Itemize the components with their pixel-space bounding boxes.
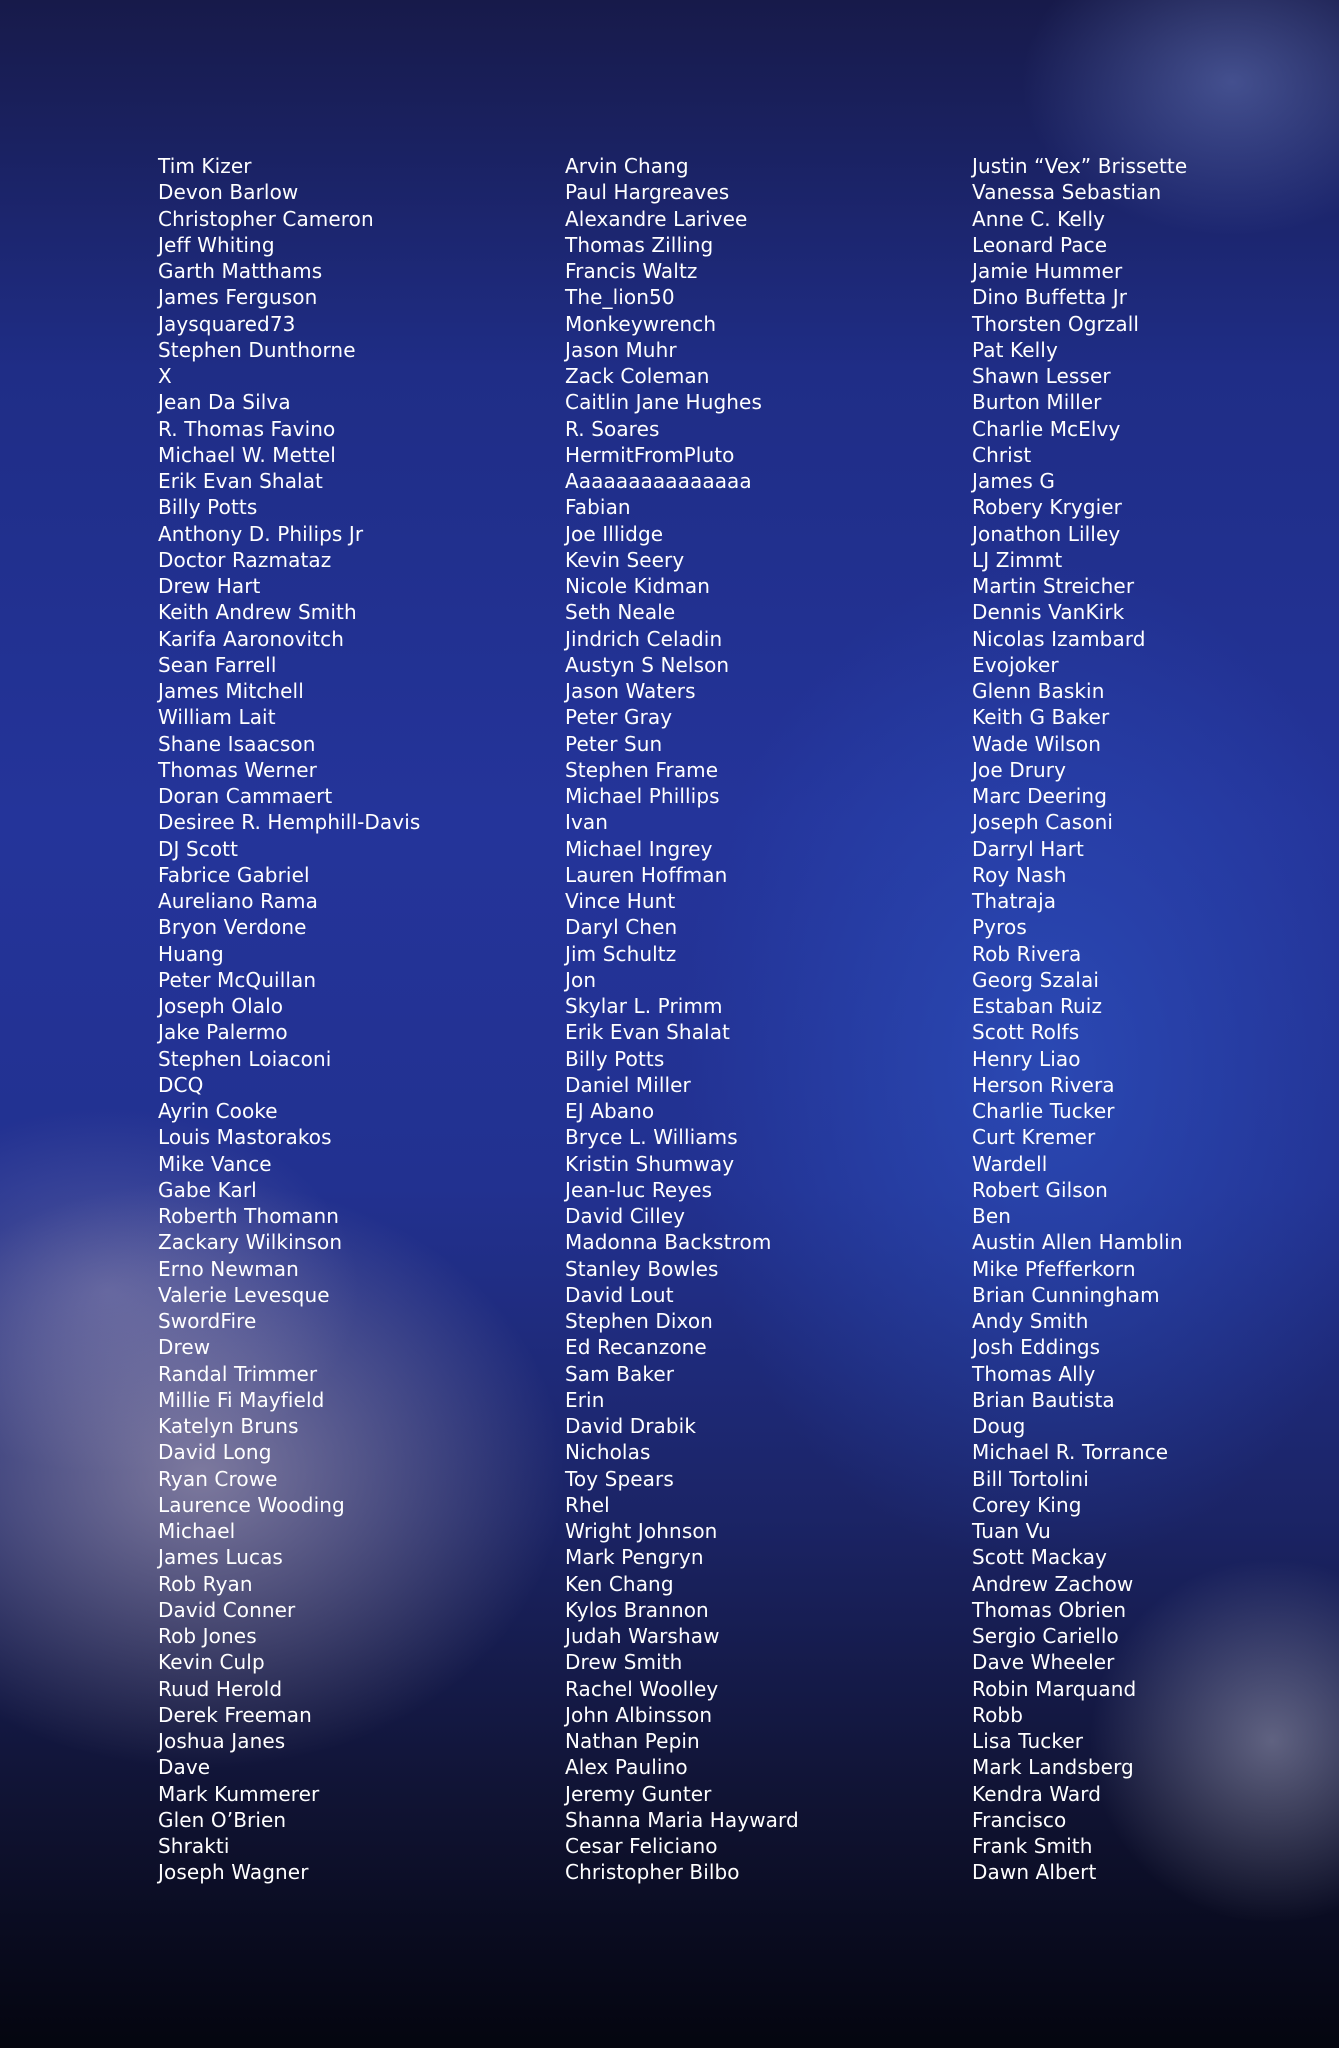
credit-name: Estaban Ruiz bbox=[972, 994, 1103, 1018]
credit-name: Thomas Werner bbox=[158, 757, 317, 782]
credit-name: John Albinsson bbox=[565, 1702, 713, 1727]
credit-name: Kevin Seery bbox=[565, 547, 685, 572]
credit-name: Ed Recanzone bbox=[565, 1335, 707, 1360]
credit-name: Derek Freeman bbox=[158, 1702, 312, 1727]
credit-name: Ayrin Cooke bbox=[158, 1099, 278, 1123]
credit-name: Doctor Razmataz bbox=[158, 547, 332, 572]
credit-name: Madonna Backstrom bbox=[565, 1230, 772, 1255]
credit-name: Aaaaaaaaaaaaaaa bbox=[565, 469, 752, 493]
credit-name: Joseph Wagner bbox=[158, 1860, 309, 1885]
credit-name: Peter McQuillan bbox=[158, 967, 317, 992]
credit-name: Wardell bbox=[972, 1151, 1048, 1176]
credit-name: Monkeywrench bbox=[565, 311, 717, 336]
credit-name: Skylar L. Primm bbox=[565, 994, 723, 1018]
credit-name: Alex Paulino bbox=[565, 1755, 688, 1780]
credit-name: Josh Eddings bbox=[972, 1335, 1101, 1360]
credit-name: LJ Zimmt bbox=[972, 547, 1063, 572]
credit-name: Christ bbox=[972, 442, 1032, 467]
credit-name: Fabrice Gabriel bbox=[158, 862, 310, 887]
credits-column-2 bbox=[565, 153, 799, 1886]
credit-name: Mark Pengryn bbox=[565, 1545, 704, 1570]
credit-name: Roberth Thomann bbox=[158, 1204, 340, 1228]
credit-name: Huang bbox=[158, 941, 224, 966]
credit-name: Toy Spears bbox=[565, 1466, 674, 1491]
credit-name: Zackary Wilkinson bbox=[158, 1230, 343, 1255]
credit-name: HermitFromPluto bbox=[565, 442, 735, 467]
credit-name: Erno Newman bbox=[158, 1256, 299, 1281]
credit-name: Wright Johnson bbox=[565, 1519, 718, 1543]
credit-name: Henry Liao bbox=[972, 1046, 1081, 1071]
credit-name: Sergio Cariello bbox=[972, 1624, 1119, 1648]
credits-column-3 bbox=[972, 153, 1187, 1886]
credit-name: Caitlin Jane Hughes bbox=[565, 390, 762, 415]
credit-name: Mike Vance bbox=[158, 1151, 272, 1176]
credit-name: Lauren Hoffman bbox=[565, 862, 728, 887]
credit-name: Shawn Lesser bbox=[972, 364, 1111, 388]
credit-name: Michael W. Mettel bbox=[158, 442, 336, 467]
credit-name: Brian Cunningham bbox=[972, 1282, 1160, 1307]
credit-name: Thatraja bbox=[972, 889, 1057, 913]
credit-name: Billy Potts bbox=[565, 1046, 665, 1071]
credit-name: Martin Streicher bbox=[972, 574, 1135, 598]
credit-name: Stephen Loiaconi bbox=[158, 1046, 332, 1071]
credit-name: Erin bbox=[565, 1387, 605, 1412]
credit-name: Tuan Vu bbox=[972, 1519, 1051, 1543]
credit-name: Thomas Zilling bbox=[565, 232, 714, 257]
credit-name: Jindrich Celadin bbox=[565, 626, 723, 651]
credit-name: Desiree R. Hemphill-Davis bbox=[158, 810, 421, 835]
credit-name: Jason Muhr bbox=[565, 337, 677, 362]
credit-name: Wade Wilson bbox=[972, 731, 1101, 756]
credit-name: Drew Hart bbox=[158, 574, 261, 598]
credit-name: R. Soares bbox=[565, 416, 660, 441]
credit-name: Kristin Shumway bbox=[565, 1151, 735, 1176]
credit-name: Dino Buffetta Jr bbox=[972, 285, 1128, 310]
credit-name: Michael R. Torrance bbox=[972, 1440, 1169, 1465]
credit-name: James Lucas bbox=[158, 1545, 283, 1570]
credit-name: Herson Rivera bbox=[972, 1072, 1115, 1097]
credit-name: Jamie Hummer bbox=[972, 259, 1123, 283]
credit-name: Dennis VanKirk bbox=[972, 600, 1125, 625]
credit-name: Joe Drury bbox=[972, 757, 1067, 782]
credit-name: Burton Miller bbox=[972, 390, 1102, 415]
credit-name: James G bbox=[972, 469, 1055, 493]
credit-name: Alexandre Larivee bbox=[565, 206, 748, 231]
credit-name: Drew bbox=[158, 1335, 211, 1360]
credit-name: Michael Ingrey bbox=[565, 836, 713, 861]
credit-name: X bbox=[158, 364, 172, 388]
credit-name: Leonard Pace bbox=[972, 232, 1108, 257]
credit-name: Andy Smith bbox=[972, 1309, 1089, 1333]
credit-name: Christopher Cameron bbox=[158, 206, 374, 231]
credit-name: Valerie Levesque bbox=[158, 1282, 330, 1307]
credit-name: Doran Cammaert bbox=[158, 784, 333, 808]
credit-name: Ryan Crowe bbox=[158, 1466, 278, 1491]
credit-name: Kendra Ward bbox=[972, 1781, 1102, 1806]
credit-name: Seth Neale bbox=[565, 600, 676, 625]
credit-name: Nicolas Izambard bbox=[972, 626, 1146, 651]
credit-name: Anne C. Kelly bbox=[972, 206, 1106, 231]
credit-name: Aureliano Rama bbox=[158, 889, 318, 913]
credit-name: Robert Gilson bbox=[972, 1177, 1108, 1202]
credit-name: Lisa Tucker bbox=[972, 1729, 1084, 1753]
credit-name: Zack Coleman bbox=[565, 364, 710, 388]
credit-name: Curt Kremer bbox=[972, 1125, 1096, 1150]
credit-name: Brian Bautista bbox=[972, 1387, 1115, 1412]
credit-name: Judah Warshaw bbox=[565, 1624, 720, 1648]
credit-name: Garth Matthams bbox=[158, 259, 323, 283]
credit-name: Peter Gray bbox=[565, 705, 673, 730]
credit-name: Scott Mackay bbox=[972, 1545, 1107, 1570]
credit-name: The_lion50 bbox=[565, 285, 675, 310]
credit-name: Shanna Maria Hayward bbox=[565, 1807, 799, 1832]
credit-name: Stephen Dunthorne bbox=[158, 337, 356, 362]
credit-name: Francisco bbox=[972, 1807, 1067, 1832]
credit-name: Joseph Olalo bbox=[158, 994, 284, 1018]
credit-name: Thorsten Ogrzall bbox=[972, 311, 1140, 336]
credit-name: Charlie McElvy bbox=[972, 416, 1121, 441]
credit-name: Joseph Casoni bbox=[972, 810, 1113, 835]
credit-name: Nicholas bbox=[565, 1440, 651, 1465]
credit-name: Anthony D. Philips Jr bbox=[158, 521, 364, 546]
credit-name: Jim Schultz bbox=[565, 941, 677, 966]
credit-name: Daniel Miller bbox=[565, 1072, 691, 1097]
credit-name: Kevin Culp bbox=[158, 1650, 265, 1675]
credits-column-1 bbox=[158, 153, 420, 1886]
credit-name: Erik Evan Shalat bbox=[158, 469, 323, 493]
credit-name: Thomas Ally bbox=[972, 1361, 1096, 1386]
credit-name: Ken Chang bbox=[565, 1571, 674, 1596]
credit-name: Joe Illidge bbox=[565, 521, 664, 546]
credit-name: Keith Andrew Smith bbox=[158, 600, 357, 625]
credit-name: Millie Fi Mayfield bbox=[158, 1387, 325, 1412]
credit-name: Karifa Aaronovitch bbox=[158, 626, 345, 651]
credit-name: Scott Rolfs bbox=[972, 1020, 1080, 1045]
credit-name: Michael Phillips bbox=[565, 784, 720, 808]
credit-name: Joshua Janes bbox=[158, 1729, 286, 1753]
credit-name: Nathan Pepin bbox=[565, 1729, 700, 1753]
credit-name: Stanley Bowles bbox=[565, 1256, 719, 1281]
credit-name: Glen O’Brien bbox=[158, 1807, 287, 1832]
credit-name: Robb bbox=[972, 1702, 1024, 1727]
credit-name: Bill Tortolini bbox=[972, 1466, 1089, 1491]
credit-name: Rob Rivera bbox=[972, 941, 1082, 966]
credit-name: Cesar Feliciano bbox=[565, 1834, 718, 1858]
credit-name: Mark Landsberg bbox=[972, 1755, 1134, 1780]
credit-name: Jean Da Silva bbox=[158, 390, 291, 415]
credit-name: Jason Waters bbox=[565, 679, 696, 703]
credit-name: James Mitchell bbox=[158, 679, 304, 703]
credit-name: Keith G Baker bbox=[972, 705, 1110, 730]
credit-name: Jaysquared73 bbox=[158, 311, 296, 336]
credit-name: Sean Farrell bbox=[158, 652, 277, 677]
credit-name: Kylos Brannon bbox=[565, 1597, 709, 1622]
credit-name: Gabe Karl bbox=[158, 1177, 257, 1202]
credit-name: Darryl Hart bbox=[972, 836, 1084, 861]
credits-list bbox=[0, 153, 1339, 1893]
credit-name: Sam Baker bbox=[565, 1361, 675, 1386]
credit-name: Vanessa Sebastian bbox=[972, 180, 1162, 205]
credit-name: Mike Pfefferkorn bbox=[972, 1256, 1136, 1281]
credit-name: Pat Kelly bbox=[972, 337, 1058, 362]
credit-name: David Long bbox=[158, 1440, 272, 1465]
credit-name: Randal Trimmer bbox=[158, 1361, 318, 1386]
credit-name: Evojoker bbox=[972, 652, 1059, 677]
credit-name: Ivan bbox=[565, 810, 609, 835]
credit-name: Austyn S Nelson bbox=[565, 652, 730, 677]
credit-name: Arvin Chang bbox=[565, 154, 689, 178]
credit-name: Jonathon Lilley bbox=[972, 521, 1121, 546]
credit-name: Peter Sun bbox=[565, 731, 663, 756]
credit-name: Bryce L. Williams bbox=[565, 1125, 738, 1150]
credit-name: Shrakti bbox=[158, 1834, 230, 1858]
credit-name: Christopher Bilbo bbox=[565, 1860, 740, 1885]
credit-name: Ben bbox=[972, 1204, 1012, 1228]
credit-name: Rhel bbox=[565, 1492, 610, 1517]
credit-name: Tim Kizer bbox=[158, 154, 252, 178]
credit-name: Jon bbox=[565, 967, 597, 992]
credit-name: Doug bbox=[972, 1414, 1026, 1438]
credit-name: Robery Krygier bbox=[972, 495, 1123, 520]
credit-name: R. Thomas Favino bbox=[158, 416, 336, 441]
credit-name: Jeremy Gunter bbox=[565, 1781, 712, 1806]
credit-name: Bryon Verdone bbox=[158, 915, 307, 940]
credit-name: Louis Mastorakos bbox=[158, 1125, 332, 1150]
credit-name: EJ Abano bbox=[565, 1099, 655, 1123]
credit-name: Mark Kummerer bbox=[158, 1781, 320, 1806]
credit-name: Rob Jones bbox=[158, 1624, 257, 1648]
credit-name: Glenn Baskin bbox=[972, 679, 1105, 703]
credit-name: Rachel Woolley bbox=[565, 1676, 719, 1701]
credit-name: Robin Marquand bbox=[972, 1676, 1137, 1701]
credit-name: Roy Nash bbox=[972, 862, 1067, 887]
credit-name: SwordFire bbox=[158, 1309, 257, 1333]
credit-name: Dawn Albert bbox=[972, 1860, 1097, 1885]
credit-name: Paul Hargreaves bbox=[565, 180, 730, 205]
credit-name: DJ Scott bbox=[158, 836, 239, 861]
credit-name: William Lait bbox=[158, 705, 276, 730]
credit-name: Dave bbox=[158, 1755, 211, 1780]
credit-name: Jeff Whiting bbox=[158, 232, 275, 257]
credit-name: Katelyn Bruns bbox=[158, 1414, 299, 1438]
credit-name: Marc Deering bbox=[972, 784, 1108, 808]
credit-name: Laurence Wooding bbox=[158, 1492, 345, 1517]
credit-name: Devon Barlow bbox=[158, 180, 299, 205]
credit-name: Andrew Zachow bbox=[972, 1571, 1134, 1596]
credit-name: Jake Palermo bbox=[158, 1020, 288, 1045]
credit-name: Shane Isaacson bbox=[158, 731, 316, 756]
credit-name: David Conner bbox=[158, 1597, 296, 1622]
credit-name: David Cilley bbox=[565, 1204, 686, 1228]
credit-name: Justin “Vex” Brissette bbox=[972, 154, 1188, 178]
credit-name: Francis Waltz bbox=[565, 259, 698, 283]
credit-name: Daryl Chen bbox=[565, 915, 678, 940]
credit-name: Billy Potts bbox=[158, 495, 258, 520]
credit-name: Stephen Dixon bbox=[565, 1309, 713, 1333]
credit-name: Jean-luc Reyes bbox=[565, 1177, 713, 1202]
credit-name: Drew Smith bbox=[565, 1650, 683, 1675]
credit-name: Dave Wheeler bbox=[972, 1650, 1115, 1675]
credit-name: Pyros bbox=[972, 915, 1027, 940]
credit-name: Michael bbox=[158, 1519, 236, 1543]
credit-name: David Lout bbox=[565, 1282, 674, 1307]
credit-name: James Ferguson bbox=[158, 285, 318, 310]
credit-name: DCQ bbox=[158, 1072, 204, 1097]
credit-name: Fabian bbox=[565, 495, 631, 520]
credit-name: Stephen Frame bbox=[565, 757, 719, 782]
credit-name: Thomas Obrien bbox=[972, 1597, 1127, 1622]
credit-name: Frank Smith bbox=[972, 1834, 1093, 1858]
credit-name: David Drabik bbox=[565, 1414, 697, 1438]
credit-name: Georg Szalai bbox=[972, 967, 1099, 992]
credit-name: Charlie Tucker bbox=[972, 1099, 1115, 1123]
credit-name: Ruud Herold bbox=[158, 1676, 283, 1701]
credit-name: Rob Ryan bbox=[158, 1571, 253, 1596]
credit-name: Austin Allen Hamblin bbox=[972, 1230, 1183, 1255]
credit-name: Vince Hunt bbox=[565, 889, 676, 913]
credit-name: Erik Evan Shalat bbox=[565, 1020, 730, 1045]
credit-name: Nicole Kidman bbox=[565, 574, 711, 598]
credit-name: Corey King bbox=[972, 1492, 1082, 1517]
